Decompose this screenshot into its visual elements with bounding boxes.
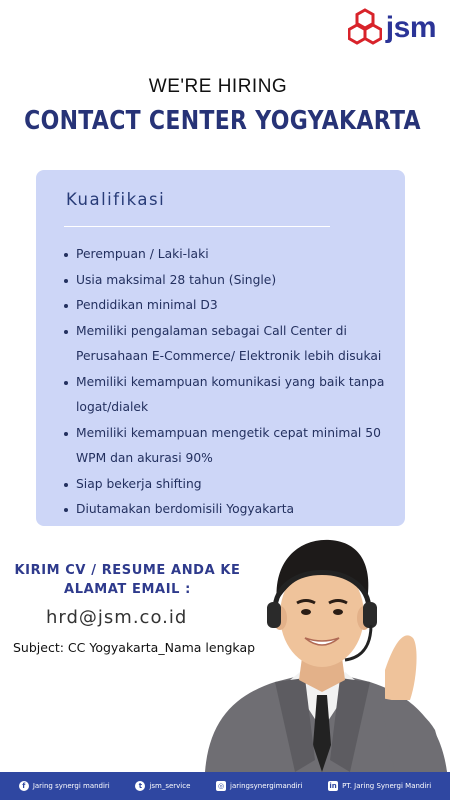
call-center-agent-image bbox=[195, 530, 450, 772]
list-item: Siap bekerja shifting bbox=[62, 472, 402, 498]
social-linkedin[interactable] bbox=[328, 781, 431, 791]
social-label: jaringsynergimandiri bbox=[230, 782, 303, 790]
list-item: Pendidikan minimal D3 bbox=[62, 293, 402, 319]
list-item: Diutamakan berdomisili Yogyakarta bbox=[62, 497, 402, 523]
divider bbox=[64, 226, 330, 227]
brand-name: jsm bbox=[385, 11, 436, 44]
footer-social-bar bbox=[0, 772, 450, 800]
list-item: Usia maksimal 28 tahun (Single) bbox=[62, 268, 402, 294]
social-facebook[interactable] bbox=[19, 781, 110, 791]
facebook-icon: f bbox=[19, 781, 29, 791]
brand-logo bbox=[348, 8, 436, 48]
email-address[interactable]: hrd@jsm.co.id bbox=[46, 607, 188, 628]
list-item: Perempuan / Laki-laki bbox=[62, 242, 402, 268]
social-label: PT. Jaring Synergi Mandiri bbox=[342, 782, 432, 790]
social-label: Jaring synergi mandiri bbox=[32, 782, 110, 790]
twitter-icon: t bbox=[135, 781, 145, 791]
apply-line-1: KIRIM CV / RESUME ANDA KE bbox=[14, 563, 241, 578]
hiring-heading: WE'RE HIRING bbox=[148, 76, 288, 97]
social-twitter[interactable] bbox=[135, 781, 190, 791]
apply-line-2: ALAMAT EMAIL : bbox=[64, 582, 191, 597]
hexagon-logo-icon bbox=[348, 8, 382, 48]
linkedin-icon: in bbox=[329, 782, 337, 790]
list-item: Memiliki kemampuan komunikasi yang baik tanpa logat/dialek bbox=[62, 370, 402, 421]
social-instagram[interactable] bbox=[216, 781, 302, 791]
job-title: CONTACT CENTER YOGYAKARTA bbox=[24, 106, 421, 137]
qualifications-title: Kualifikasi bbox=[66, 190, 166, 209]
email-subject: Subject: CC Yogyakarta_Nama lengkap bbox=[13, 640, 256, 655]
qualifications-card bbox=[36, 170, 405, 526]
instagram-icon: ◎ bbox=[217, 782, 225, 790]
list-item: Memiliki kemampuan mengetik cepat minimal 50 WPM dan akurasi 90% bbox=[62, 421, 402, 472]
social-label: jsm_service bbox=[149, 782, 191, 790]
list-item: Memiliki pengalaman sebagai Call Center di Perusahaan E-Commerce/ Elektronik lebih disukai bbox=[62, 319, 402, 370]
qualifications-list bbox=[62, 242, 402, 523]
